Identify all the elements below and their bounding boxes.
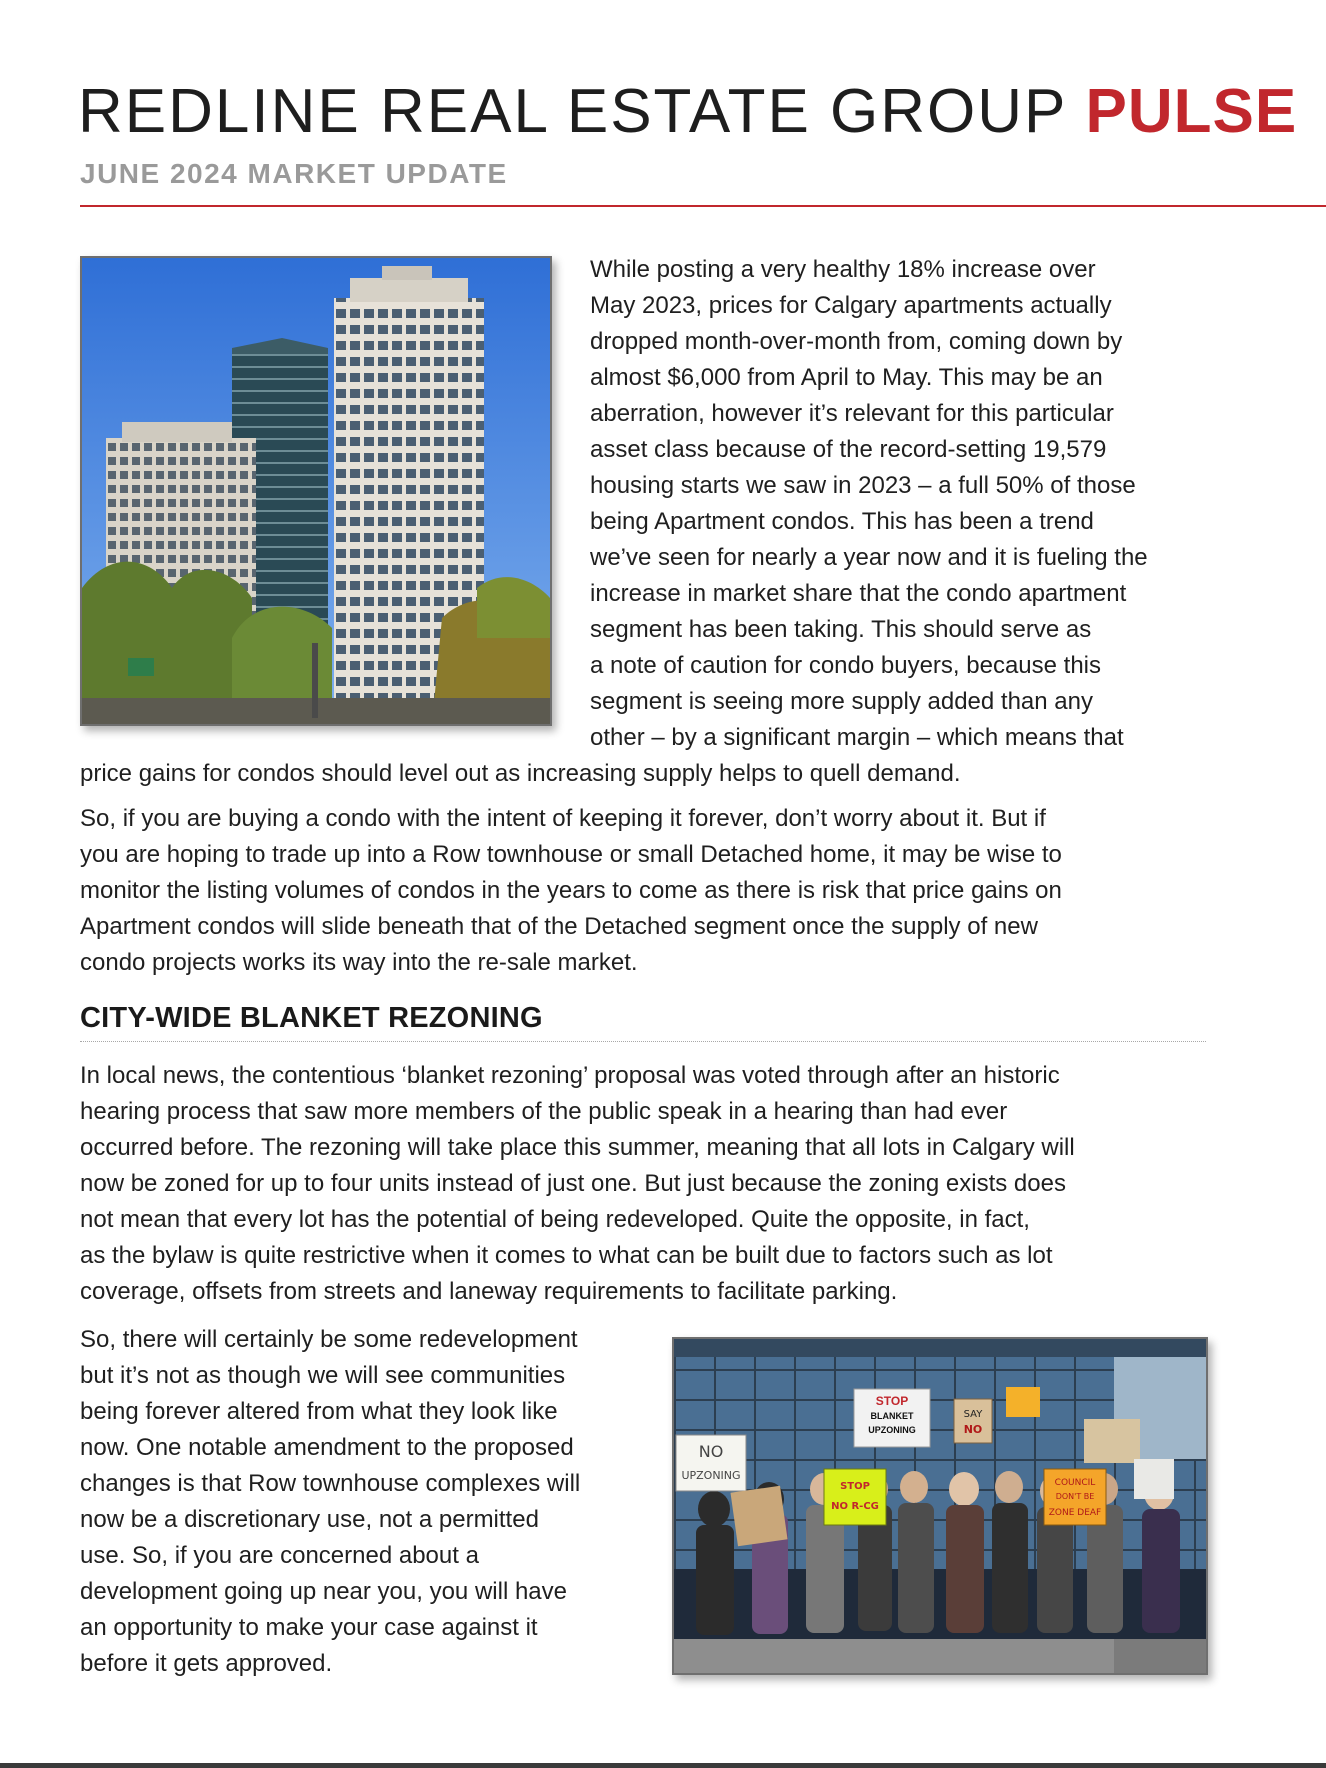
text-line: changes is that Row townhouse complexes will [80,1470,581,1497]
text-line: May 2023, prices for Calgary apartments actually [590,292,1112,319]
text-line: use. So, if you are concerned about a [80,1542,479,1569]
svg-text:STOP: STOP [840,1481,870,1492]
svg-text:UPZONING: UPZONING [681,1469,741,1482]
rezoning-protest-image [674,1339,1206,1673]
text-line: not mean that every lot has the potential of being redeveloped. Quite the opposite, in fact, [80,1206,1030,1233]
sign-say-no [954,1399,992,1443]
svg-text:SAY: SAY [963,1409,983,1420]
svg-text:ZONE DEAF: ZONE DEAF [1048,1508,1102,1518]
paragraph-rezoning-news [80,1058,1240,1310]
svg-text:NO: NO [963,1423,983,1436]
text-line: price gains for condos should level out as increasing supply helps to quell demand. [80,760,961,787]
text-line: While posting a very healthy 18% increase over [590,256,1096,283]
text-line: hearing process that saw more members of the public speak in a hearing than had ever [80,1098,1008,1125]
masthead [78,77,1298,146]
text-line: So, there will certainly be some redevelopment [80,1326,578,1353]
page-bottom-rule [0,1763,1326,1768]
text-line: coverage, offsets from streets and laneway requirements to facilitate parking. [80,1278,898,1305]
text-line: before it gets approved. [80,1650,333,1677]
text-line: we’ve seen for nearly a year now and it is fueling the [590,544,1148,571]
paragraph-apartment-prices [80,252,1240,792]
title-accent: PULSE [1085,77,1298,146]
text-line: So, if you are buying a condo with the intent of keeping it forever, don’t worry about it. But if [80,805,1046,832]
text-line: segment is seeing more supply added than any [590,688,1093,715]
svg-text:NO R-CG: NO R-CG [831,1501,879,1512]
text-line: but it’s not as though we will see communities [80,1362,566,1389]
text-line: now be a discretionary use, not a permitted [80,1506,539,1533]
newsletter-title [78,77,1298,146]
section-heading: CITY-WIDE BLANKET REZONING [80,1002,543,1034]
text-line: segment has been taking. This should serve as [590,616,1092,643]
header-divider [80,205,1326,207]
text-line: other – by a significant margin – which means that [590,724,1124,751]
text-line: housing starts we saw in 2023 – a full 50% of those [590,472,1136,499]
text-line: In local news, the contentious ‘blanket rezoning’ proposal was voted through after an historic [80,1062,1060,1089]
sign-council-zone-deaf [1044,1469,1106,1525]
text-line: Apartment condos will slide beneath that of the Detached segment once the supply of new [80,913,1038,940]
text-line: aberration, however it’s relevant for this particular [590,400,1114,427]
text-line: being forever altered from what they look like [80,1398,558,1425]
text-line: monitor the listing volumes of condos in the years to come as there is risk that price gains on [80,877,1062,904]
paragraph-condo-advice [80,801,1240,981]
svg-text:DON'T BE: DON'T BE [1055,1492,1095,1501]
sign-stop-blanket-upzoning [854,1389,930,1447]
text-line: increase in market share that the condo apartment [590,580,1127,607]
text-line: as the bylaw is quite restrictive when it comes to what can be built due to factors such as lot [80,1242,1053,1269]
text-line: condo projects works its way into the re-sale market. [80,949,638,976]
text-line: an opportunity to make your case against it [80,1614,538,1641]
sign-stop-no-rcg [824,1469,886,1525]
text-line: asset class because of the record-setting 19,579 [590,436,1107,463]
text-line: being Apartment condos. This has been a trend [590,508,1094,535]
sign-no-upzoning [676,1435,746,1491]
svg-text:STOP: STOP [875,1394,909,1408]
text-line: now be zoned for up to four units instead of just one. But just because the zoning exists does [80,1170,1066,1197]
issue-subtitle: JUNE 2024 MARKET UPDATE [80,158,508,189]
title-main: REDLINE REAL ESTATE GROUP [78,77,1067,146]
text-line: a note of caution for condo buyers, because this [590,652,1101,679]
svg-text:BLANKET: BLANKET [870,1411,914,1421]
text-line: almost $6,000 from April to May. This may be an [590,364,1103,391]
section-divider [80,1041,1206,1042]
svg-text:COUNCIL: COUNCIL [1054,1478,1096,1488]
paragraph-redevelopment [80,1322,660,1682]
svg-text:NO: NO [698,1442,724,1461]
text-line: dropped month-over-month from, coming down by [590,328,1123,355]
text-line: you are hoping to trade up into a Row townhouse or small Detached home, it may be wise to [80,841,1062,868]
text-line: now. One notable amendment to the proposed [80,1434,574,1461]
svg-text:UPZONING: UPZONING [868,1425,916,1435]
text-line: development going up near you, you will have [80,1578,567,1605]
rezoning-protest-photo [672,1337,1208,1675]
text-line: occurred before. The rezoning will take place this summer, meaning that all lots in Calgary will [80,1134,1075,1161]
